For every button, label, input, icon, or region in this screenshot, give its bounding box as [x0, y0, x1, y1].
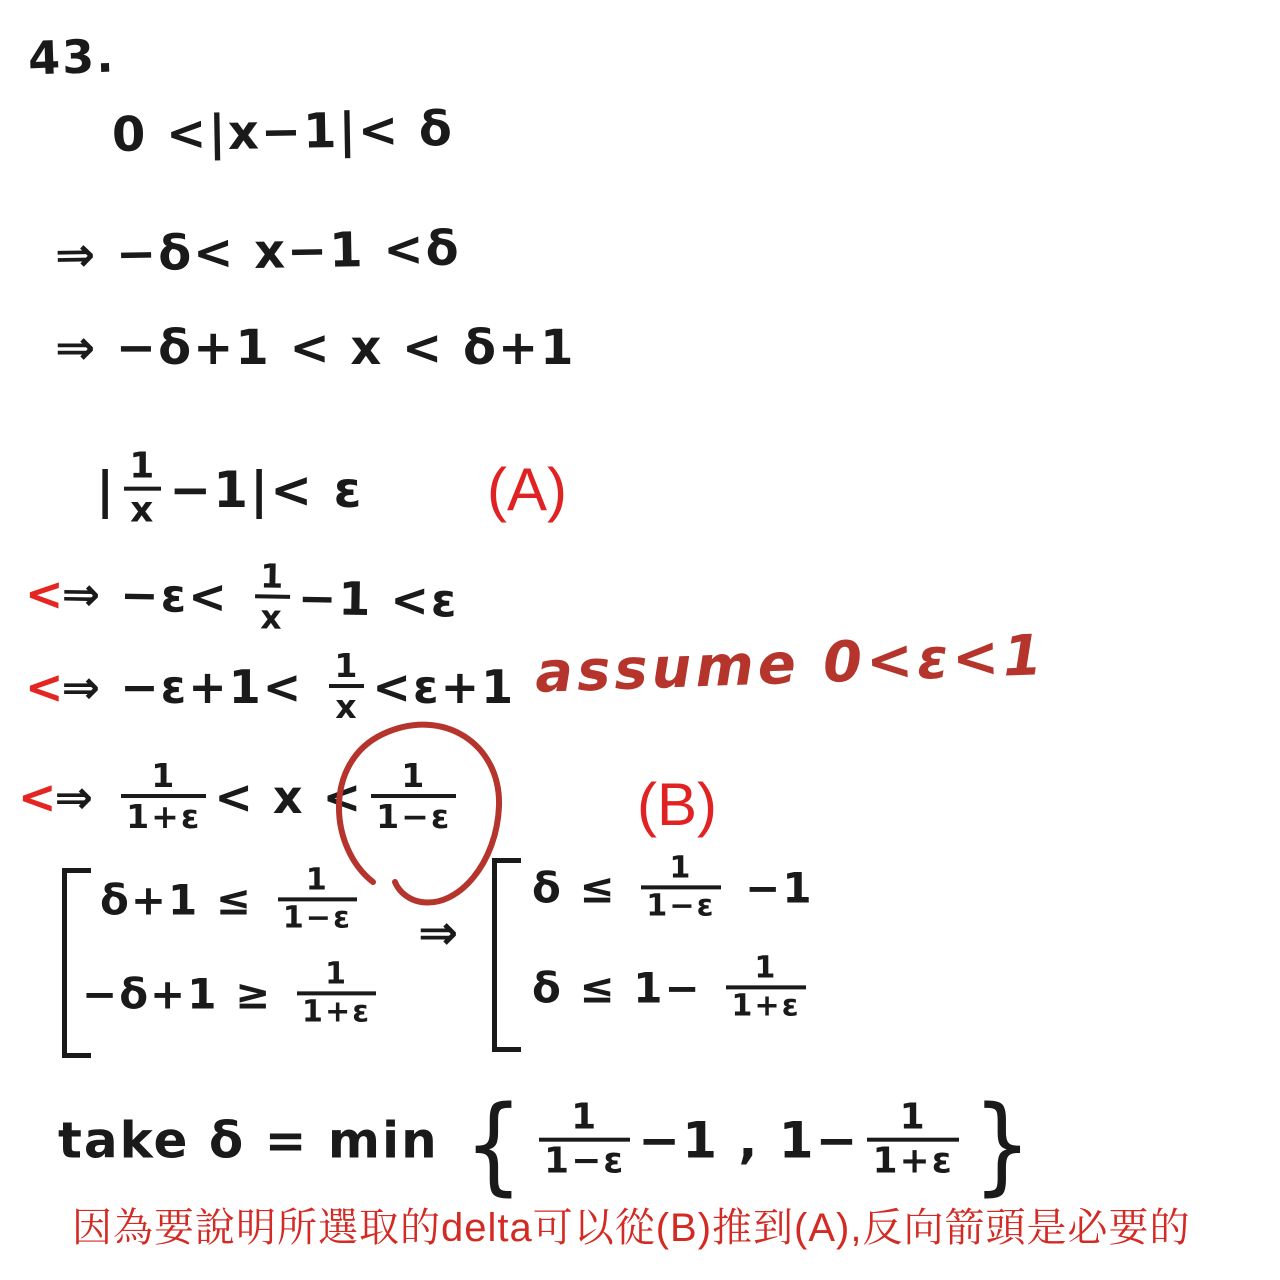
- math-line-4: [96, 445, 364, 535]
- circled-fraction-wrap: [363, 756, 464, 839]
- fraction-1-over-1-minus-eps: [278, 864, 357, 934]
- fraction-denominator: 1−ε: [371, 794, 456, 835]
- assume-note: assume 0<ε<1: [534, 623, 1048, 706]
- take-delta-line: [58, 1081, 1040, 1207]
- line6-rest: <ε+1: [372, 659, 516, 714]
- fraction-denominator: 1+ε: [867, 1137, 958, 1181]
- fraction-numerator: 1: [259, 556, 286, 596]
- fraction-1-over-1-plus-eps: [867, 1098, 958, 1181]
- open-brace: {: [464, 1081, 526, 1207]
- fraction-numerator: 1: [899, 1096, 927, 1138]
- line5-pre: ⇒ −ε<: [61, 566, 248, 624]
- fraction-1-over-1-plus-eps: [726, 952, 805, 1022]
- fraction-denominator: 1+ε: [726, 985, 805, 1023]
- math-line-7: [18, 756, 464, 839]
- line5-rest: −1 <ε: [297, 570, 460, 628]
- bottom-note: 因為要說明所選取的delta可以從(B)推到(A),反向箭頭是必要的: [72, 1206, 1191, 1250]
- right-row2-text: δ ≤ 1−: [532, 963, 719, 1013]
- fraction-1-over-1-minus-eps: [371, 758, 456, 835]
- fraction-denominator: 1−ε: [539, 1137, 630, 1181]
- fraction-1-over-1-plus-eps: [297, 958, 376, 1028]
- take-pre: take δ = min: [58, 1111, 459, 1170]
- red-reverse-arrow-mark: <: [24, 565, 67, 621]
- line6-pre: ⇒ −ε+1<: [61, 659, 322, 714]
- math-line-2: ⇒ −δ< x−1 <δ: [54, 220, 462, 284]
- fraction-numerator: 1: [324, 956, 349, 992]
- fraction-numerator: 1: [401, 756, 427, 796]
- red-reverse-arrow-mark: <: [25, 659, 66, 714]
- line4-rest: −1|< ε: [169, 460, 364, 519]
- fraction-1-over-1-minus-eps: [539, 1098, 630, 1181]
- fraction-1-over-1-plus-eps: [121, 758, 206, 835]
- abs-open: |: [96, 460, 117, 519]
- fraction-1-over-x: [329, 648, 364, 725]
- left-row2-text: −δ+1 ≥: [82, 969, 289, 1019]
- fraction-denominator: 1+ε: [297, 991, 376, 1029]
- fraction-denominator: 1−ε: [278, 897, 357, 935]
- fraction-numerator: 1: [305, 862, 329, 898]
- fraction-denominator: x: [124, 487, 161, 531]
- red-reverse-arrow-mark: <: [18, 769, 59, 824]
- math-line-6: [25, 646, 516, 729]
- fraction-numerator: 1: [669, 850, 693, 886]
- fraction-denominator: 1−ε: [641, 885, 720, 923]
- line7-mid: < x <: [214, 769, 364, 824]
- fraction-numerator: 1: [129, 445, 157, 487]
- fraction-numerator: 1: [151, 756, 177, 796]
- math-line-5: [24, 558, 459, 642]
- fraction-numerator: 1: [334, 646, 360, 686]
- fraction-numerator: 1: [754, 950, 778, 986]
- fraction-denominator: x: [329, 684, 364, 725]
- system-right-bracket: [492, 858, 521, 1052]
- fraction-1-over-1-minus-eps: [641, 852, 720, 922]
- system-right-row-1: [532, 850, 814, 926]
- system-left-row-2: [82, 956, 384, 1032]
- right-row1-tail: −1: [728, 863, 814, 913]
- fraction-denominator: 1+ε: [121, 794, 206, 835]
- system-implies-arrow: ⇒: [418, 905, 461, 961]
- right-row1-text: δ ≤: [532, 863, 634, 913]
- close-brace: }: [972, 1081, 1034, 1207]
- fraction-numerator: 1: [571, 1096, 599, 1138]
- fraction-1-over-x: [124, 445, 161, 531]
- label-a: (A): [487, 456, 567, 523]
- math-line-1: 0 <|x−1|< δ: [111, 101, 455, 163]
- line7-pre: ⇒: [54, 769, 114, 824]
- system-right-row-2: [532, 950, 814, 1026]
- take-mid: −1 , 1−: [638, 1111, 860, 1170]
- problem-number: 43.: [27, 28, 117, 86]
- math-line-3: ⇒ −δ+1 < x < δ+1: [55, 320, 576, 376]
- fraction-1-over-x: [254, 558, 290, 635]
- fraction-denominator: x: [254, 594, 290, 635]
- system-left-row-1: [100, 862, 365, 938]
- left-row1-text: δ+1 ≤: [100, 875, 270, 925]
- label-b: (B): [637, 771, 717, 838]
